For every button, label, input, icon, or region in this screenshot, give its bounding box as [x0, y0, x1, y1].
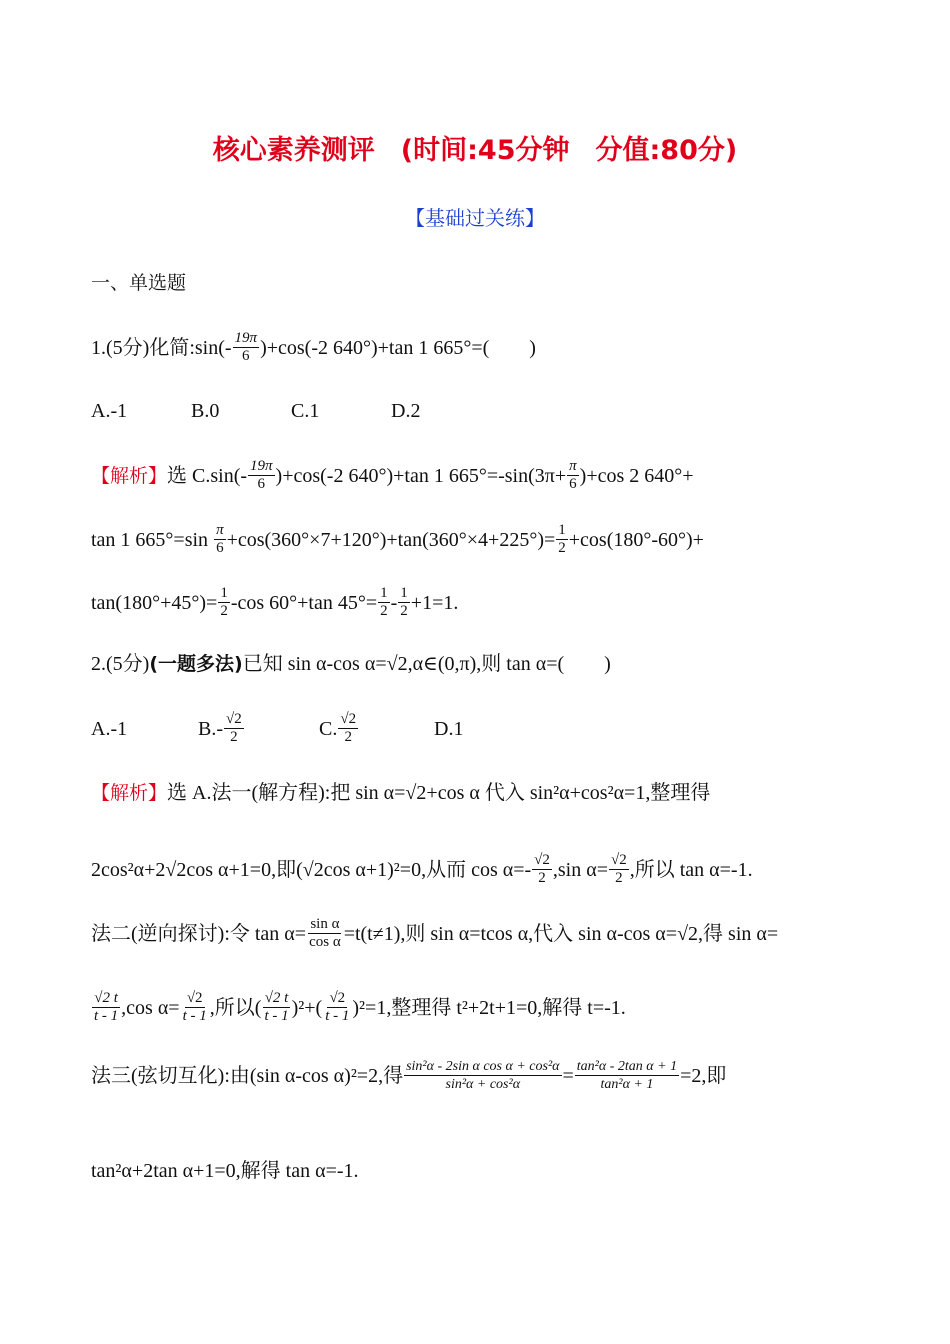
q2-m2-l2-frac-1 [92, 990, 120, 1025]
q1-close: ) [529, 337, 536, 360]
q1-l2-f1-num: π [216, 522, 224, 538]
q2-analysis-label: 【解析】 [91, 782, 168, 804]
q1-l2-frac-2 [556, 522, 568, 557]
section-subtitle: 【基础过关练】 [405, 206, 545, 230]
q2-m3-l1-frac-1 [404, 1058, 561, 1093]
q2-m2-l2-f3-den: t - 1 [264, 1008, 289, 1024]
q1-l1-b: )+cos(-2 640°)+tan 1 665°=-sin(3π+ [275, 465, 567, 488]
q1-suffix: )+cos(-2 640°)+tan 1 665°=( [260, 337, 490, 360]
question-1-stem [91, 332, 536, 367]
question-2-options [91, 713, 463, 748]
q2-m2-l2-f4-num: √2 [329, 990, 346, 1006]
q2-opt-b-pre: B.- [198, 718, 223, 741]
q2-m2-l1-b: =t(t≠1),则 sin α=tcos α,代入 sin α-cos α=√2,得 sin α= [343, 923, 779, 946]
q1-l1-c: )+cos 2 640°+ [579, 465, 694, 488]
q1-l3-frac-2 [378, 585, 390, 620]
q2-m2-l2-a: ,cos α= [121, 997, 180, 1020]
q2-m1-l2-f1-den: 2 [538, 870, 546, 886]
q2-m2-l2-f2-num: √2 [186, 990, 203, 1006]
q1-frac-num: 19π [234, 330, 258, 346]
q2-m1-l2-c: ,所以 tan α=-1. [629, 859, 753, 882]
q2-m2-l2-f1-num: √2 t [94, 990, 118, 1006]
q1-analysis-line-1 [91, 460, 694, 495]
q1-l1-frac-1 [248, 458, 275, 493]
q2-m2-l2-frac-4 [323, 990, 351, 1025]
q2-m1-l2-f2-num: √2 [611, 852, 627, 868]
q2-analysis-line-5 [91, 1060, 726, 1095]
q2-method-1-line-1: 选 A.法一(解方程):把 sin α=√2+cos α 代入 sin²α+cos²α=1,整理得 [167, 782, 711, 804]
q2-prefix: 2.(5分) [91, 653, 150, 675]
q1-analysis-line-2 [91, 524, 704, 559]
q1-l2-b: +cos(360°×7+120°)+tan(360°×4+225°)= [226, 529, 556, 552]
q1-l3-f2-num: 1 [380, 585, 388, 601]
q2-m1-l2-b: ,sin α= [552, 859, 608, 882]
q2-opt-c-frac [338, 711, 358, 746]
q1-option-d: D.2 [391, 400, 421, 422]
q2-m2-l1-f-den: cos α [309, 934, 341, 950]
q1-l1-f1-den: 6 [257, 476, 266, 492]
q2-method-tag: (一题多法) [149, 653, 243, 675]
q1-l3-a: tan(180°+45°)= [91, 592, 218, 615]
q2-opt-b-num: √2 [226, 711, 242, 727]
q1-l3-b: -cos 60°+tan 45°= [230, 592, 378, 615]
q2-opt-c-num: √2 [340, 711, 357, 727]
q1-option-b: B.0 [191, 400, 220, 422]
q1-l2-frac-1 [214, 522, 226, 557]
q1-l1-f1-num: 19π [250, 458, 273, 474]
q2-m1-l2-frac-1 [532, 852, 552, 887]
q2-m3-l1-frac-2 [575, 1058, 679, 1093]
q1-analysis-label: 【解析】 [91, 465, 168, 488]
q2-analysis-line-3 [91, 918, 778, 953]
q2-m2-l2-f4-den: t - 1 [325, 1008, 350, 1024]
q2-m2-l2-f2-den: t - 1 [182, 1008, 207, 1024]
q1-l1-frac-2 [567, 458, 579, 493]
q2-analysis-line-6: tan²α+2tan α+1=0,解得 tan α=-1. [91, 1160, 359, 1182]
title-time: (时间:45分钟 [400, 135, 570, 166]
q1-l2-f2-den: 2 [558, 540, 566, 556]
q1-l2-c: +cos(180°-60°)+ [568, 529, 704, 552]
q2-analysis-line-1 [91, 781, 710, 805]
q1-prefix: 1.(5分)化简:sin(- [91, 337, 232, 360]
q2-m3-l1-a: 法三(弦切互化):由(sin α-cos α)²=2,得 [91, 1065, 404, 1088]
q1-l3-f3-den: 2 [400, 603, 408, 619]
q1-l1-a: 选 C.sin(- [167, 465, 248, 488]
q2-option-d: D.1 [434, 718, 464, 741]
q2-m3-l1-b: = [562, 1065, 574, 1088]
page-title [0, 134, 950, 168]
q2-stem-text: 已知 sin α-cos α=√2,α∈(0,π),则 tan α=( [242, 653, 565, 675]
q1-l3-d: +1=1. [410, 592, 459, 615]
q1-l3-c: - [390, 592, 398, 615]
q2-m1-l2-a: 2cos²α+2√2cos α+1=0,即(√2cos α+1)²=0,从而 cos α=- [91, 859, 532, 882]
q2-m2-l2-frac-2 [181, 990, 209, 1025]
q1-option-c: C.1 [291, 400, 320, 422]
q2-opt-c-pre: C. [319, 718, 338, 741]
q2-m1-l2-frac-2 [609, 852, 629, 887]
q1-l3-frac-3 [398, 585, 410, 620]
title-score: 分值:80分) [595, 135, 738, 166]
q1-l3-f3-num: 1 [400, 585, 408, 601]
q1-l2-f2-num: 1 [558, 522, 566, 538]
q2-analysis-line-2 [91, 854, 753, 889]
q1-l1-f2-num: π [569, 458, 577, 474]
q2-option-c [319, 713, 434, 748]
q1-l3-f2-den: 2 [380, 603, 388, 619]
q1-frac-den: 6 [242, 348, 250, 364]
q1-l2-f1-den: 6 [216, 540, 224, 556]
q1-fraction [233, 330, 260, 365]
q2-close: ) [604, 653, 611, 675]
q2-m2-l1-a: 法二(逆向探讨):令 tan α= [91, 923, 307, 946]
q2-m1-l2-f2-den: 2 [615, 870, 623, 886]
q2-m1-l2-f1-num: √2 [534, 852, 550, 868]
q2-m2-l2-d: )²=1,整理得 t²+2t+1=0,解得 t=-1. [352, 997, 626, 1020]
q2-m3-l1-f2-den: tan²α + 1 [600, 1077, 654, 1092]
q2-m3-l1-f2-num: tan²α - 2tan α + 1 [576, 1059, 678, 1074]
section-heading: 一、单选题 [91, 272, 187, 294]
q2-m2-l2-frac-3 [262, 990, 290, 1025]
q2-m2-l2-b: ,所以( [209, 997, 262, 1020]
q2-m3-l1-f1-den: sin²α + cos²α [445, 1077, 521, 1092]
q2-option-b [198, 713, 319, 748]
q2-option-a: A.-1 [91, 718, 128, 741]
title-main: 核心素养测评 [212, 135, 375, 166]
q1-l3-f1-num: 1 [220, 585, 228, 601]
q1-l1-f2-den: 6 [569, 476, 577, 492]
q2-analysis-line-4 [91, 992, 626, 1027]
q1-option-a: A.-1 [91, 400, 128, 422]
q1-analysis-line-3 [91, 587, 458, 622]
q1-l3-f1-den: 2 [220, 603, 228, 619]
question-2-stem [91, 652, 611, 676]
q2-opt-b-frac [224, 711, 244, 746]
q2-opt-c-den: 2 [344, 729, 352, 745]
q2-m2-l1-f-num: sin α [310, 916, 340, 932]
q2-m2-l2-f3-num: √2 t [264, 990, 289, 1006]
q2-m3-l1-f1-num: sin²α - 2sin α cos α + cos²α [406, 1059, 560, 1074]
q1-l2-a: tan 1 665°=sin [91, 529, 214, 552]
q2-opt-b-den: 2 [230, 729, 238, 745]
question-1-options [91, 399, 420, 423]
q2-m2-l2-f1-den: t - 1 [94, 1008, 119, 1024]
q2-m2-l1-frac [307, 916, 343, 951]
q1-l3-frac-1 [218, 585, 230, 620]
q2-m3-l1-c: =2,即 [680, 1065, 727, 1088]
q2-m2-l2-c: )²+( [291, 997, 323, 1020]
